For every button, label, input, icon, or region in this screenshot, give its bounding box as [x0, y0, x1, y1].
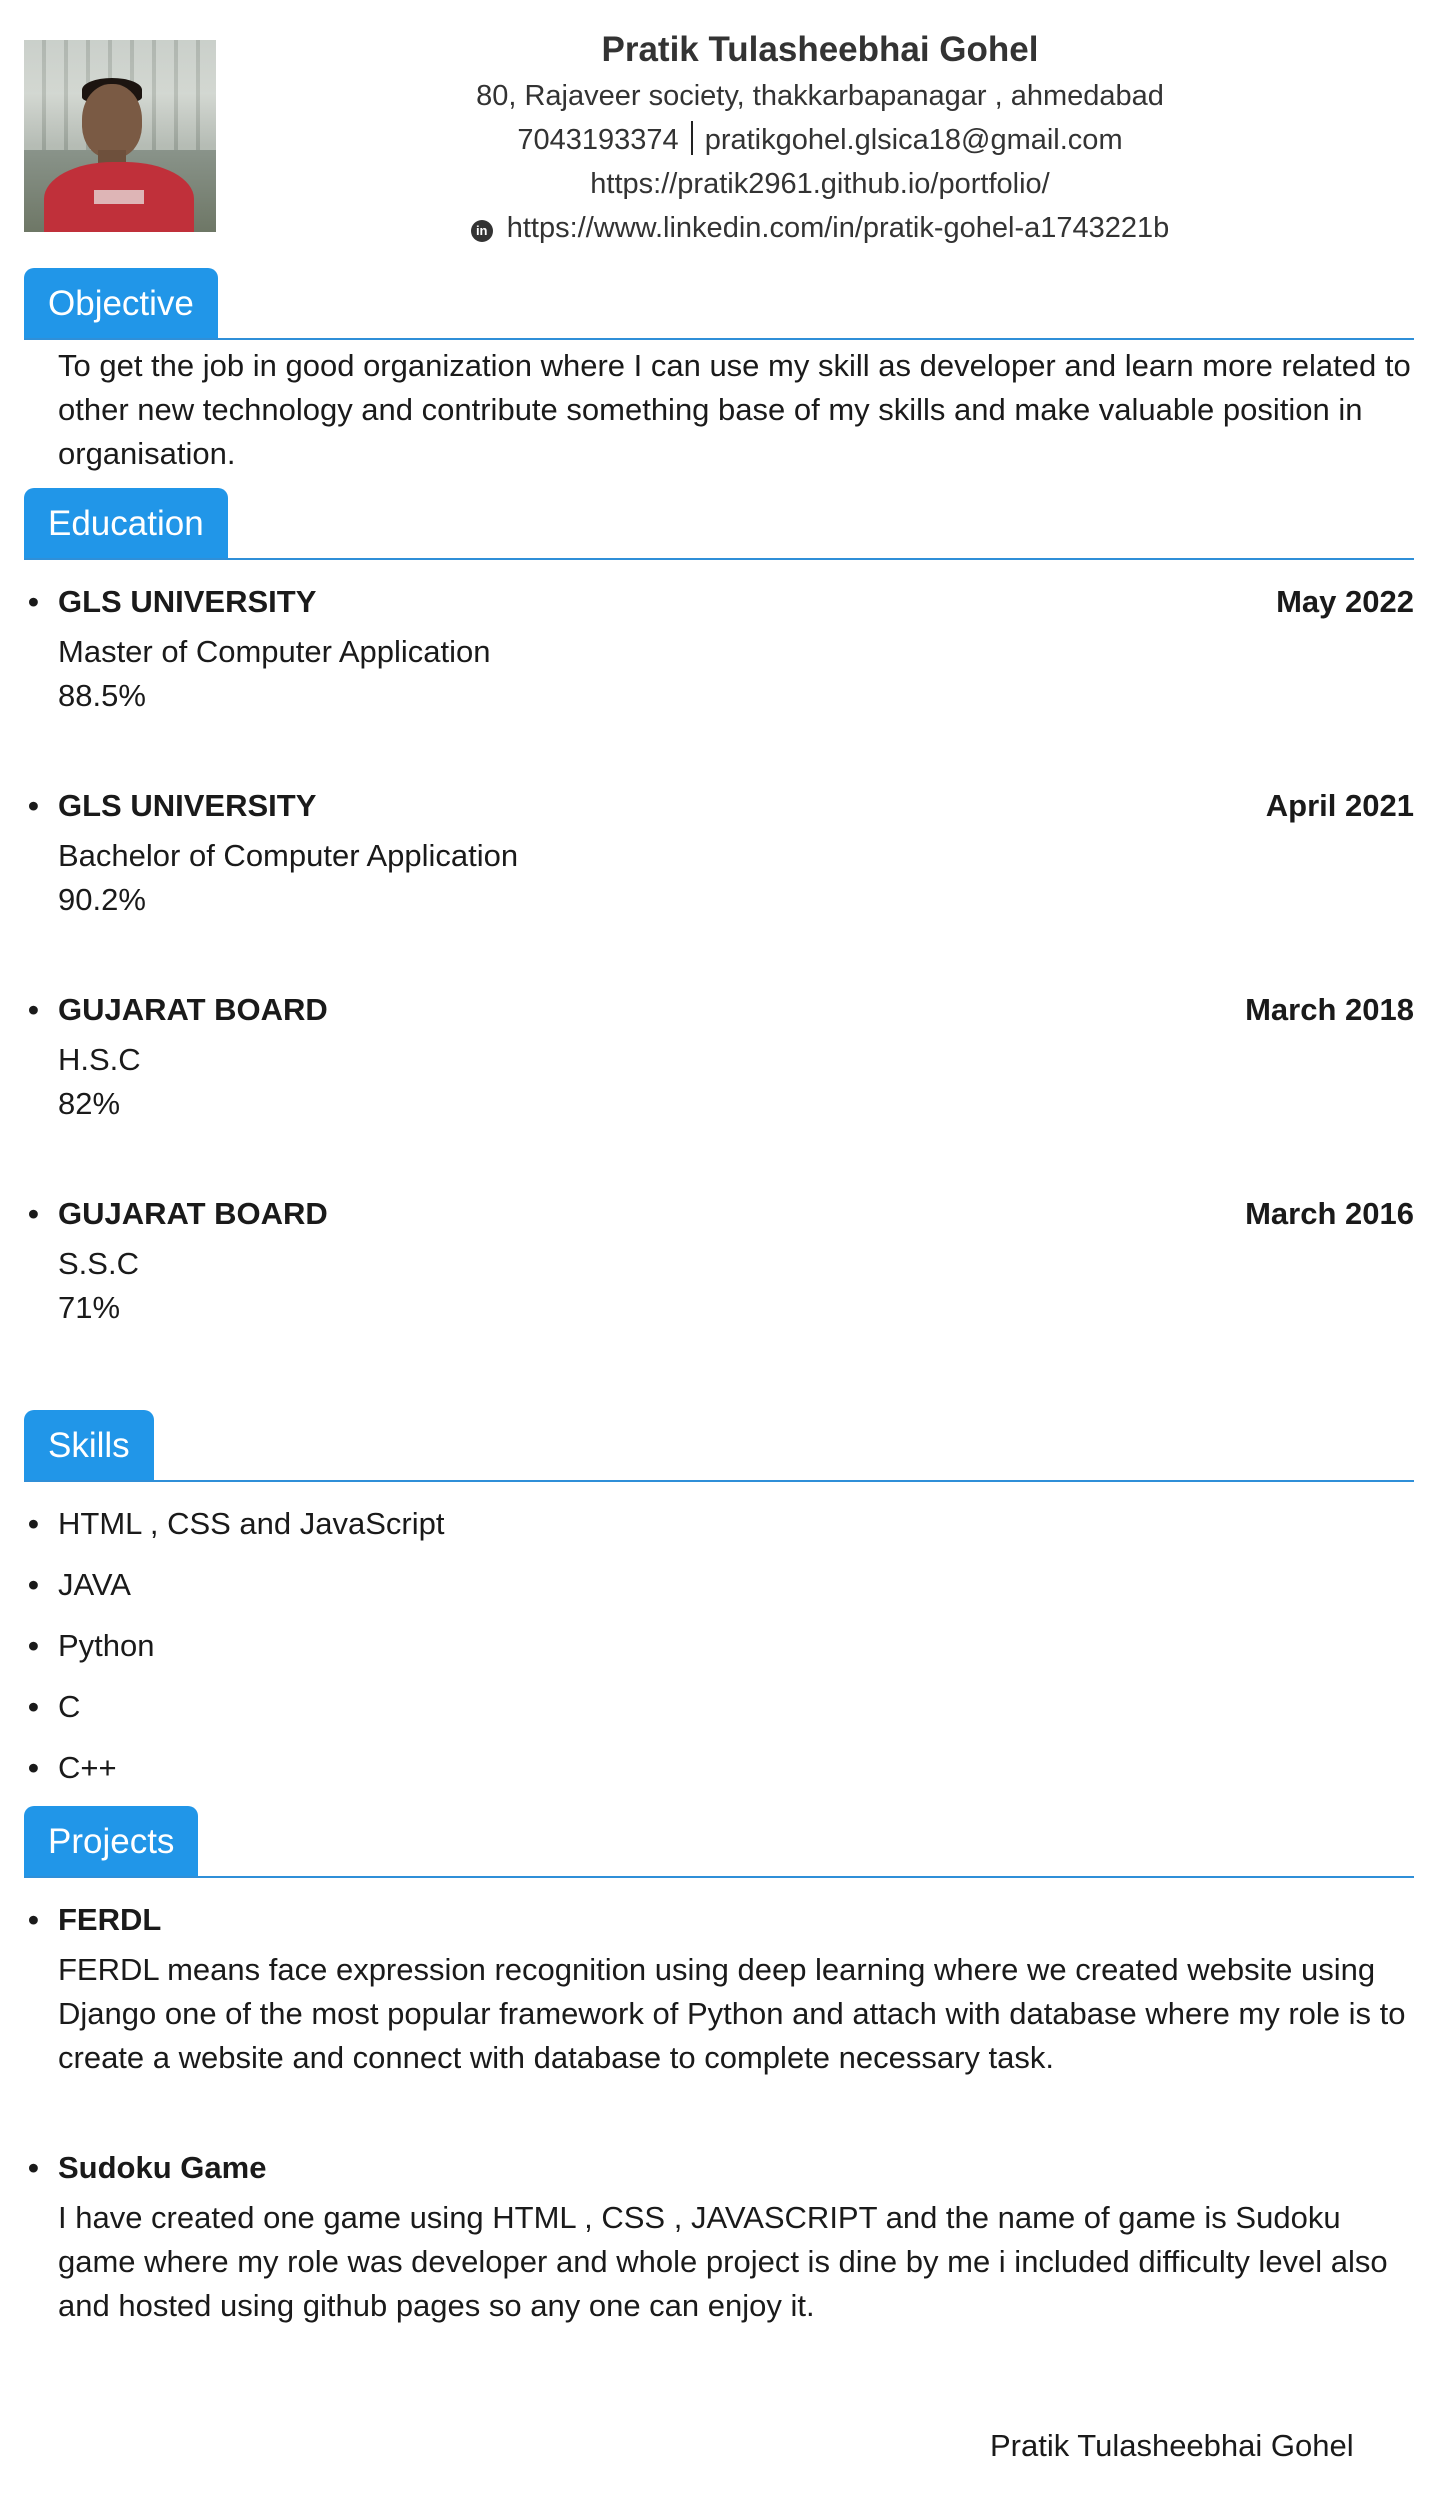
skill-item: • Python: [24, 1624, 1414, 1685]
contact-header: [340, 26, 1300, 250]
bullet: •: [28, 992, 39, 1027]
email-link[interactable]: pratikgohel.glsica18@gmail.com: [704, 124, 1123, 156]
portfolio-link[interactable]: https://pratik2961.github.io/portfolio/: [590, 168, 1050, 200]
bullet: •: [28, 1196, 39, 1231]
bullet: •: [28, 1689, 39, 1724]
degree: H.S.C: [58, 1042, 141, 1077]
objective-text: To get the job in good organization where I can use my skill as developer and learn more related to other new technology and contribute something base of my skills and make valuable position in organisation.: [58, 348, 1411, 471]
address: 80, Rajaveer society, thakkarbapanagar , ahmedabad: [476, 80, 1164, 112]
project-description: I have created one game using HTML , CSS , JAVASCRIPT and the name of game is Sudoku game where my role was developer and whole project is dine by me i included difficulty level also and hosted using github pages so any one can enjoy it.: [58, 2200, 1388, 2323]
education-entry: [24, 580, 1414, 718]
bullet: •: [28, 788, 39, 823]
education-date: May 2022: [1276, 584, 1414, 619]
education-entry: [24, 784, 1414, 922]
institution: GLS UNIVERSITY: [58, 584, 317, 619]
skills-heading: Skills: [24, 1410, 154, 1480]
linkedin-icon: in: [471, 220, 493, 242]
projects-section: [24, 1806, 1414, 2328]
project-name: Sudoku Game: [58, 2150, 267, 2185]
score: 88.5%: [58, 678, 146, 713]
objective-heading: Objective: [24, 268, 218, 338]
candidate-name: Pratik Tulasheebhai Gohel: [601, 30, 1039, 69]
education-section: [24, 488, 1414, 1330]
project-entry: [24, 1898, 1414, 2080]
project-entry: [24, 2146, 1414, 2328]
skill-item: • HTML , CSS and JavaScript: [24, 1502, 1414, 1563]
bullet: •: [28, 1750, 39, 1785]
phone: 7043193374: [517, 124, 679, 156]
education-entry: [24, 988, 1414, 1126]
objective-section: [24, 268, 1414, 476]
score: 71%: [58, 1290, 121, 1325]
skills-section: [24, 1410, 1414, 1807]
education-date: April 2021: [1265, 788, 1414, 823]
score: 90.2%: [58, 882, 146, 917]
institution: GUJARAT BOARD: [58, 992, 328, 1027]
institution: GUJARAT BOARD: [58, 1196, 328, 1231]
skill-item: • C++: [24, 1746, 1414, 1807]
institution: GLS UNIVERSITY: [58, 788, 317, 823]
projects-heading: Projects: [24, 1806, 198, 1876]
bullet: •: [28, 584, 39, 619]
degree: S.S.C: [58, 1246, 139, 1281]
bullet: •: [28, 1902, 39, 1937]
education-date: March 2018: [1245, 992, 1414, 1027]
skill-item: • JAVA: [24, 1563, 1414, 1624]
divider: [691, 121, 693, 155]
profile-photo: [24, 40, 216, 232]
linkedin-link[interactable]: https://www.linkedin.com/in/pratik-gohel-a1743221b: [506, 212, 1170, 244]
project-name: FERDL: [58, 1902, 162, 1937]
degree: Master of Computer Application: [58, 634, 491, 669]
score: 82%: [58, 1086, 121, 1121]
bullet: •: [28, 1628, 39, 1663]
education-entry: [24, 1192, 1414, 1330]
bullet: •: [28, 1567, 39, 1602]
skill-item: • C: [24, 1685, 1414, 1746]
education-heading: Education: [24, 488, 228, 558]
degree: Bachelor of Computer Application: [58, 838, 519, 873]
education-date: March 2016: [1245, 1196, 1414, 1231]
signature: Pratik Tulasheebhai Gohel: [990, 2428, 1354, 2463]
project-description: FERDL means face expression recognition using deep learning where we created website using Django one of the most popular framework of Python and attach with database where my role is to create a website and connect with database to complete necessary task.: [58, 1952, 1406, 2075]
bullet: •: [28, 2150, 39, 2185]
bullet: •: [28, 1506, 39, 1541]
